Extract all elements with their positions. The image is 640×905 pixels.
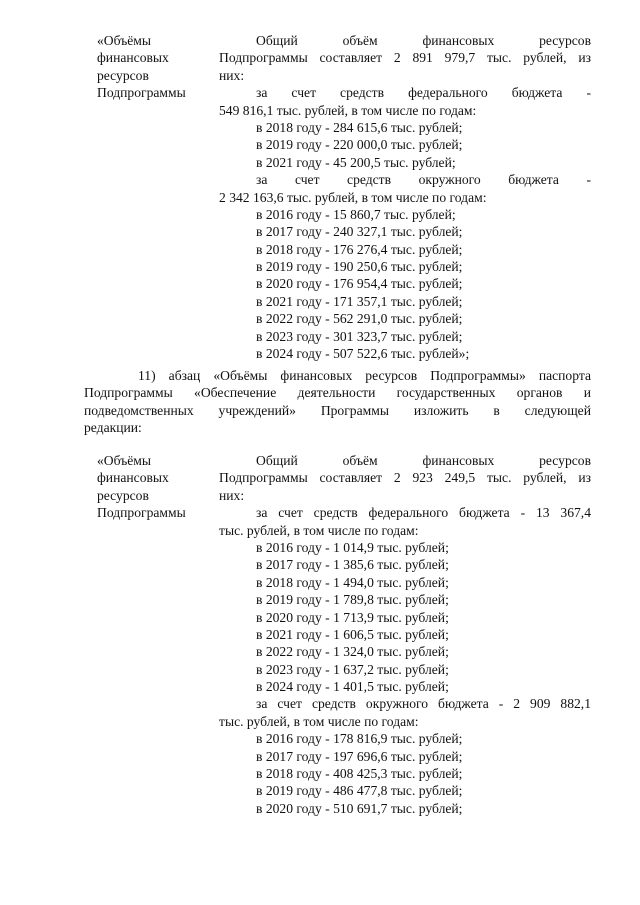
block1-label [97,32,219,362]
text-line: в 2016 году - 15 860,7 тыс. рублей; [256,206,456,222]
paragraph-line: Подпрограммы «Обеспечение деятельности государственных органов и [84,385,591,401]
text-line: в 2020 году - 1 713,9 тыс. рублей; [256,609,449,625]
text-line: Общий объём финансовых ресурсов [256,33,591,48]
text-line: в 2016 году - 178 816,9 тыс. рублей; [256,731,463,747]
funding-block-1 [97,32,591,362]
text-line: тыс. рублей, в том числе по годам: [219,522,419,538]
text-line: за счет средств окружного бюджета - [256,172,591,188]
text-line: в 2024 году - 1 401,5 тыс. рублей; [256,679,449,695]
label-line: Подпрограммы [97,85,186,101]
label-line: ресурсов [97,487,149,503]
text-line: в 2017 году - 240 327,1 тыс. рублей; [256,224,463,240]
amendment-paragraph [84,367,591,437]
text-line: в 2021 году - 1 606,5 тыс. рублей; [256,626,449,642]
text-line: них: [219,487,245,503]
text-line: в 2022 году - 562 291,0 тыс. рублей; [256,311,463,327]
label-line: финансовых [97,470,169,486]
label-line: финансовых [97,50,169,66]
text-line: в 2020 году - 510 691,7 тыс. рублей; [256,800,463,816]
text-line: в 2018 году - 1 494,0 тыс. рублей; [256,574,449,590]
text-line: в 2019 году - 1 789,8 тыс. рублей; [256,592,449,608]
text-line: за счет средств федерального бюджета - [256,85,591,101]
text-line: в 2019 году - 486 477,8 тыс. рублей; [256,783,463,799]
text-line: в 2017 году - 1 385,6 тыс. рублей; [256,557,449,573]
funding-block-2 [97,452,591,817]
block1-text [219,32,591,362]
text-line: Подпрограммы составляет 2 891 979,7 тыс. рублей, из [219,50,591,66]
label-line: ресурсов [97,67,149,83]
text-line: тыс. рублей, в том числе по годам: [219,713,419,729]
text-line: в 2022 году - 1 324,0 тыс. рублей; [256,644,449,660]
label-line: Подпрограммы [97,505,186,521]
text-line: в 2019 году - 220 000,0 тыс. рублей; [256,137,463,153]
text-line: в 2021 году - 171 357,1 тыс. рублей; [256,293,463,309]
text-line: в 2019 году - 190 250,6 тыс. рублей; [256,259,463,275]
text-line: за счет средств федерального бюджета - 13 367,4 [256,505,591,521]
text-line: в 2021 году - 45 200,5 тыс. рублей; [256,154,456,170]
text-line: 549 816,1 тыс. рублей, в том числе по годам: [219,102,477,118]
block2-label [97,452,219,817]
text-line: в 2018 году - 408 425,3 тыс. рублей; [256,766,463,782]
text-line: в 2018 году - 176 276,4 тыс. рублей; [256,241,463,257]
text-line: Подпрограммы составляет 2 923 249,5 тыс. рублей, из [219,470,591,486]
text-line: в 2023 году - 301 323,7 тыс. рублей; [256,328,463,344]
text-line: в 2017 году - 197 696,6 тыс. рублей; [256,748,463,764]
text-line: в 2016 году - 1 014,9 тыс. рублей; [256,539,449,555]
text-line: 2 342 163,6 тыс. рублей, в том числе по годам: [219,189,487,205]
text-line: в 2023 году - 1 637,2 тыс. рублей; [256,661,449,677]
text-line: Общий объём финансовых ресурсов [256,453,591,468]
text-line: в 2018 году - 284 615,6 тыс. рублей; [256,119,463,135]
paragraph-line: 11) абзац «Объёмы финансовых ресурсов Подпрограммы» паспорта [138,368,591,383]
paragraph-line: редакции: [84,420,142,436]
text-line: в 2024 году - 507 522,6 тыс. рублей»; [256,346,470,362]
text-line: в 2020 году - 176 954,4 тыс. рублей; [256,276,463,292]
paragraph-line: подведомственных учреждений» Программы изложить в следующей [84,402,591,418]
label-line: «Объёмы [97,33,151,48]
text-line: за счет средств окружного бюджета - 2 909 882,1 [256,696,591,712]
text-line: них: [219,67,245,83]
label-line: «Объёмы [97,453,151,468]
block2-text [219,452,591,817]
